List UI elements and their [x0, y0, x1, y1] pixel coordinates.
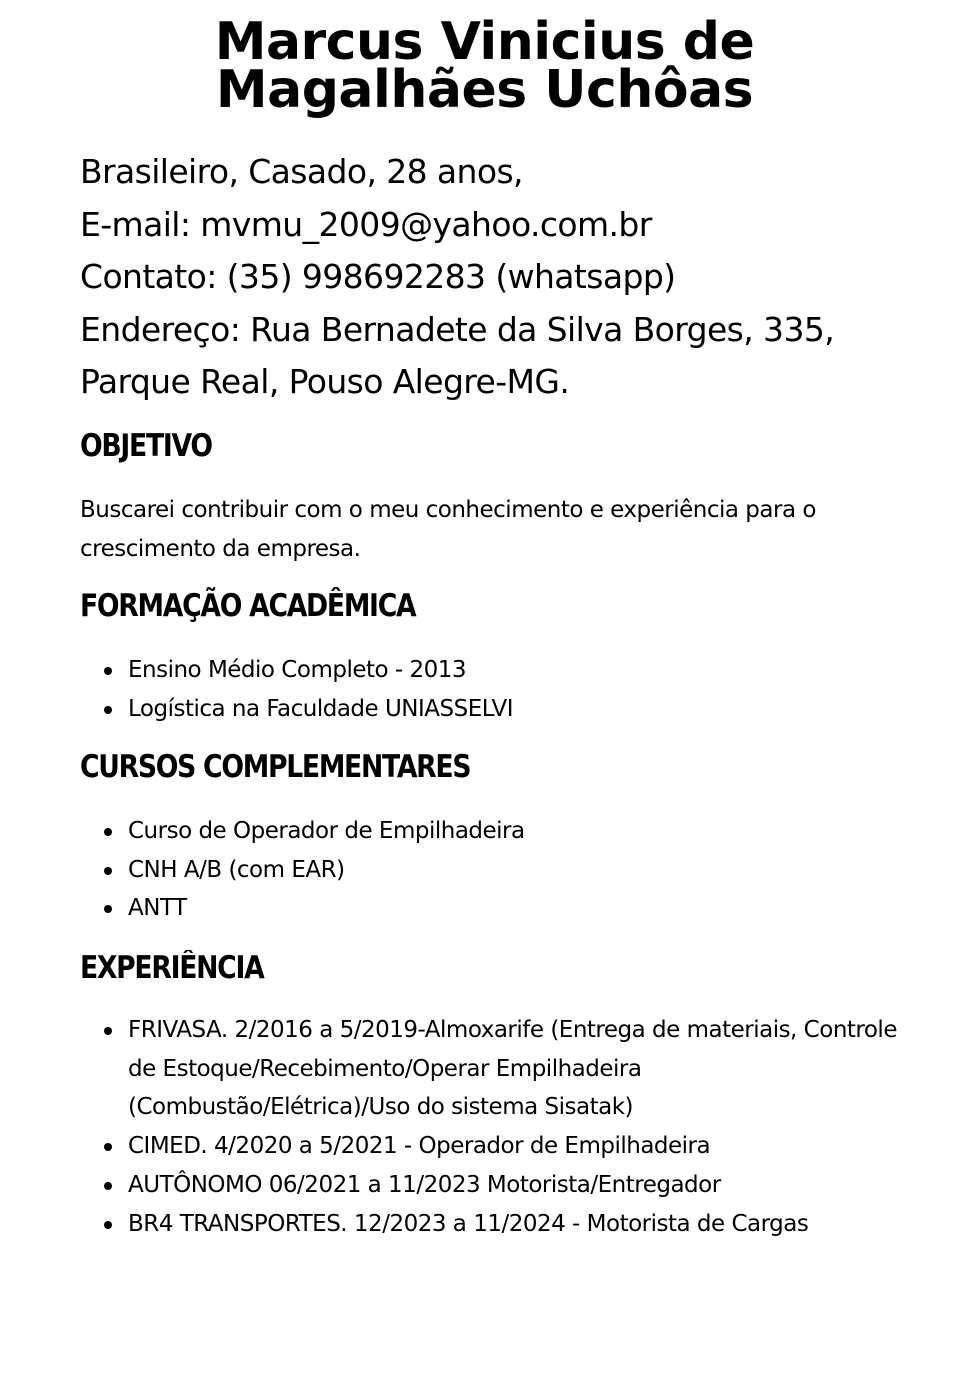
list-item: [80, 1205, 920, 1244]
contact-address-line-2: Parque Real, Pouso Alegre-MG.: [80, 362, 570, 401]
name-line-1: Marcus Vinicius de: [214, 12, 755, 72]
contact-info: [80, 146, 940, 409]
objetivo-text: Buscarei contribuir com o meu conhecimento e experiência para o crescimento da empresa.: [80, 497, 816, 562]
contact-personal: Brasileiro, Casado, 28 anos,: [80, 152, 523, 191]
bullet-icon: [104, 1182, 112, 1190]
list-item-text: Logística na Faculdade UNIASSELVI: [128, 695, 514, 722]
list-item-text: ANTT: [128, 895, 187, 922]
name-line-2: Magalhães Uchôas: [215, 60, 754, 120]
list-item-text: CIMED. 4/2020 a 5/2021 - Operador de Empilhadeira: [128, 1133, 711, 1160]
contact-address-line-1: Endereço: Rua Bernadete da Silva Borges, 335,: [80, 309, 835, 349]
list-item-text: Curso de Operador de Empilhadeira: [128, 818, 525, 844]
list-item: [80, 1166, 920, 1205]
bullet-icon: [104, 867, 112, 875]
list-item-text: BR4 TRANSPORTES. 12/2023 a 11/2024 - Motorista de Cargas: [128, 1210, 809, 1237]
bullet-icon: [104, 1143, 112, 1151]
list-item: [80, 889, 920, 928]
bullet-icon: [104, 1027, 112, 1035]
bullet-icon: [104, 1221, 112, 1229]
objetivo-heading: OBJETIVO: [80, 428, 212, 464]
resume-name: [0, 12, 969, 120]
cursos-list: [80, 812, 920, 928]
experiencia-list: [80, 1011, 920, 1243]
experiencia-heading: EXPERIÊNCIA: [80, 950, 264, 986]
list-item-text: CNH A/B (com EAR): [128, 856, 345, 883]
list-item: [80, 690, 920, 729]
list-item: [80, 851, 920, 890]
bullet-icon: [104, 667, 112, 675]
list-item-text: AUTÔNOMO 06/2021 a 11/2023 Motorista/Entregador: [128, 1171, 721, 1198]
list-item-text: Ensino Médio Completo - 2013: [128, 657, 467, 683]
list-item-text: FRIVASA. 2/2016 a 5/2019-Almoxarife (Entrega de materiais, Controle de Estoque/Recebimento/Operar Empilhadeira (Combustão/Elétrica)/Uso do sistema Sisatak): [128, 1017, 897, 1121]
list-item: [80, 651, 920, 690]
formacao-heading: FORMAÇÃO ACADÊMICA: [80, 588, 416, 624]
list-item: [80, 1011, 920, 1127]
contact-phone: Contato: (35) 998692283 (whatsapp): [80, 257, 676, 296]
bullet-icon: [104, 828, 112, 836]
list-item: [80, 1127, 920, 1166]
bullet-icon: [104, 905, 112, 913]
list-item: [80, 812, 920, 851]
bullet-icon: [104, 706, 112, 714]
cursos-heading: CURSOS COMPLEMENTARES: [80, 749, 471, 785]
contact-email: E-mail: mvmu_2009@yahoo.com.br: [80, 204, 652, 244]
formacao-list: [80, 651, 920, 728]
